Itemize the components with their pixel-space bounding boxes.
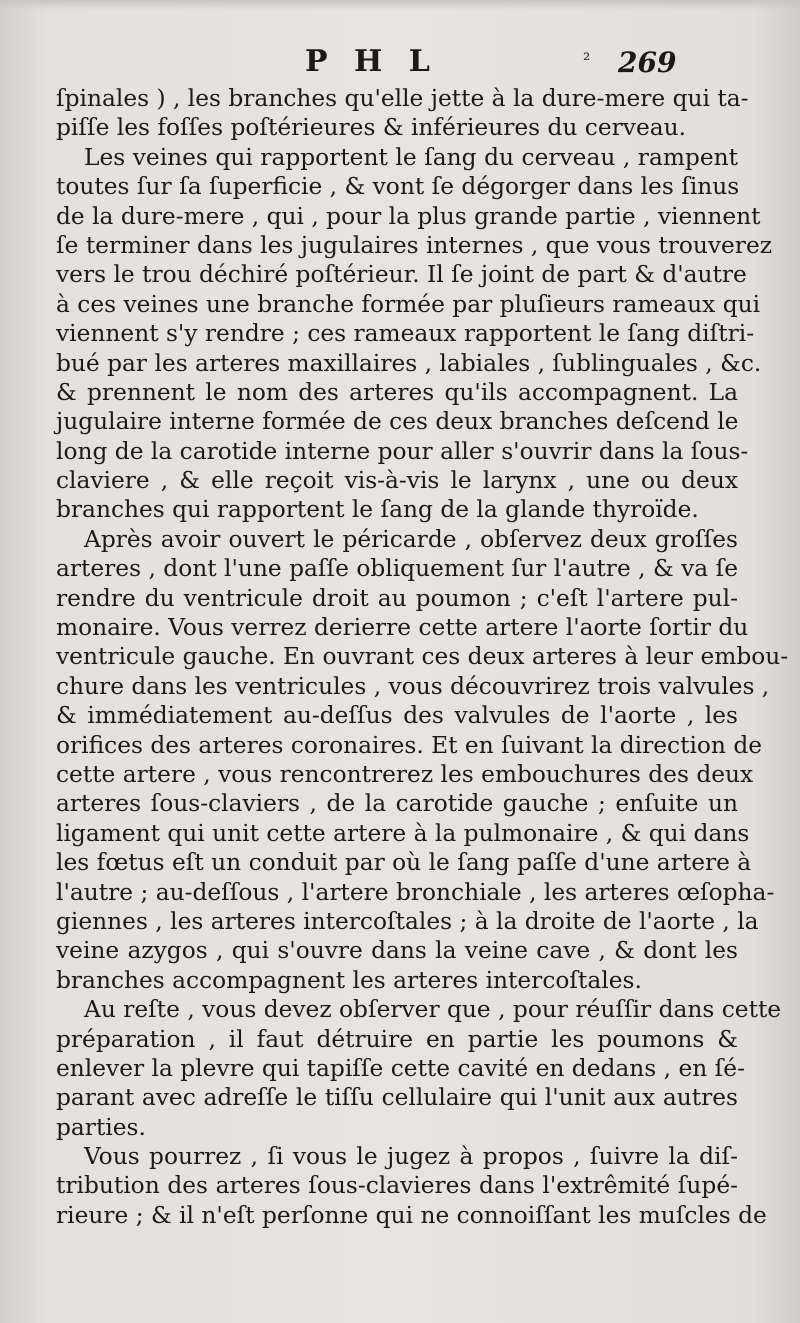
text-line: ſpinales ) , les branches qu'elle jette à la dure-mere qui ta- — [56, 85, 749, 112]
text-line: rendre du ventricule droit au poumon ; c'eſt l'artere pul- — [56, 584, 738, 612]
text-line: monaire. Vous verrez derierre cette artere l'aorte ſortir du — [56, 614, 749, 642]
running-head: P H L — [305, 44, 438, 79]
text-line: de la dure-mere , qui , pour la plus grande partie , viennent — [56, 202, 761, 230]
text-line: rieure ; & il n'eſt perſonne qui ne connoiſſant les muſcles de — [56, 1201, 767, 1229]
text-line: préparation , il faut détruire en partie les poumons & — [56, 1025, 738, 1053]
page-number: 269 — [618, 46, 677, 79]
text-line: bué par les arteres maxillaires , labiales , ſublinguales , &c. — [56, 349, 762, 377]
signature-mark: ² — [583, 50, 591, 71]
text-line: tribution des arteres ſous-clavieres dans l'extrêmité ſupé- — [56, 1172, 738, 1200]
text-line: jugulaire interne formée de ces deux branches deſcend le — [56, 408, 739, 436]
text-line: & prennent le nom des arteres qu'ils accompagnent. La — [56, 378, 738, 406]
text-line: veine azygos , qui s'ouvre dans la veine cave , & dont les — [56, 937, 738, 965]
text-line: ligament qui unit cette artere à la pulmonaire , & qui dans — [56, 819, 750, 847]
text-line: orifices des arteres coronaires. Et en ſuivant la direction de — [56, 731, 763, 759]
text-line: l'autre ; au-deſſous , l'artere bronchiale , les arteres œſopha- — [56, 878, 775, 906]
text-line: vers le trou déchiré poſtérieur. Il ſe joint de part & d'autre — [56, 261, 747, 289]
page-top-edge — [0, 0, 800, 10]
text-line: enlever la plevre qui tapiſſe cette cavité en dedans , en ſé- — [56, 1054, 745, 1082]
text-line: arteres ſous-claviers , de la carotide gauche ; enſuite un — [56, 790, 738, 818]
text-line: giennes , les arteres intercoſtales ; à la droite de l'aorte , la — [56, 907, 759, 935]
text-line: piſſe les foſſes poſtérieures & inférieures du cerveau. — [56, 114, 687, 142]
text-line: branches qui rapportent le ſang de la glande thyroïde. — [56, 496, 699, 524]
text-line: ſe terminer dans les jugulaires internes , que vous trouverez — [56, 231, 773, 259]
text-line: branches accompagnent les arteres intercoſtales. — [56, 966, 642, 994]
text-line: chure dans les ventricules , vous découvrirez trois valvules , — [56, 672, 770, 700]
text-line: parant avec adreſſe le tiſſu cellulaire qui l'unit aux autres — [56, 1084, 738, 1112]
text-line: long de la carotide interne pour aller s'ouvrir dans la ſous- — [56, 437, 749, 465]
text-line: viennent s'y rendre ; ces rameaux rapportent le ſang diſtri- — [56, 320, 755, 348]
text-line: parties. — [56, 1113, 146, 1141]
text-line: toutes ſur ſa ſuperficie , & vont ſe dégorger dans les ſinus — [56, 173, 740, 201]
text-line: ventricule gauche. En ouvrant ces deux arteres à leur embou- — [56, 643, 789, 671]
body-text — [56, 84, 789, 1230]
page-header — [0, 44, 800, 84]
text-line: & immédiatement au-deſſus des valvules de l'aorte , les — [56, 702, 738, 730]
text-line: Vous pourrez , ſi vous le jugez à propos , ſuivre la diſ- — [84, 1143, 738, 1171]
text-line: à ces veines une branche formée par pluſieurs rameaux qui — [56, 290, 761, 318]
text-line: Les veines qui rapportent le ſang du cerveau , rampent — [84, 143, 738, 171]
text-line: cette artere , vous rencontrerez les embouchures des deux — [56, 760, 754, 788]
text-line: les fœtus eſt un conduit par où le ſang paſſe d'une artere à — [56, 849, 752, 877]
text-line: Après avoir ouvert le péricarde , obſervez deux groſſes — [84, 525, 738, 553]
text-line: claviere , & elle reçoit vis-à-vis le larynx , une ou deux — [56, 467, 738, 495]
text-line: Au reſte , vous devez obſerver que , pour réuſſir dans cette — [84, 996, 782, 1024]
text-line: arteres , dont l'une paſſe obliquement ſur l'autre , & va ſe — [56, 555, 738, 583]
